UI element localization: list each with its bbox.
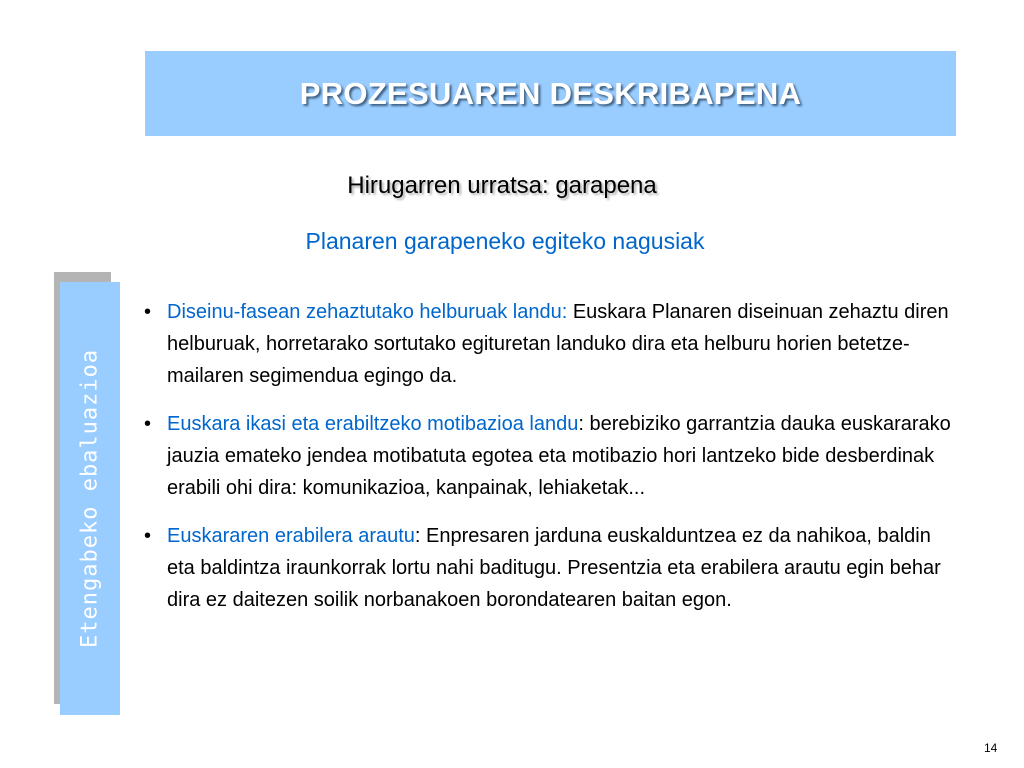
bullet-marker: • bbox=[144, 525, 152, 547]
bullet-item bbox=[144, 408, 959, 504]
bullet-key-phrase: Euskararen erabilera arautu bbox=[167, 525, 415, 547]
bullet-item bbox=[144, 520, 959, 616]
bullet-text: Euskara Planaren diseinuan zehaztu diren helburuak, horretarako sortutako egituretan landuko dira eta helburu horien betetze-mailaren segimendua egingo da. bbox=[167, 301, 949, 387]
page-number: 14 bbox=[984, 741, 998, 755]
title-banner bbox=[145, 51, 956, 136]
bullet-marker: • bbox=[144, 301, 152, 323]
bullet-separator: : bbox=[414, 525, 421, 547]
bullet-item bbox=[144, 296, 959, 392]
bullet-list bbox=[144, 296, 959, 632]
bullet-key-phrase: Diseinu-fasean zehaztutako helburuak landu bbox=[167, 301, 562, 323]
bullet-separator: : bbox=[561, 301, 568, 323]
bullet-text: berebiziko garrantzia dauka euskararako jauzia emateko jendea motibatuta egotea eta motibazio hori lantzeko bide desberdinak erabili ohi dira: komunikazioa, kanpainak, lehiaketak... bbox=[167, 413, 951, 499]
bullet-separator: : bbox=[578, 413, 584, 435]
bullet-key-phrase: Euskara ikasi eta erabiltzeko motibazioa landu bbox=[167, 413, 579, 435]
slide-title: PROZESUAREN DESKRIBAPENA bbox=[299, 75, 802, 111]
side-label: Etengabeko ebaluazioa bbox=[77, 348, 103, 649]
slide-subtitle: Hirugarren urratsa: garapena bbox=[347, 172, 657, 199]
bullet-marker: • bbox=[144, 413, 152, 435]
bullet-text: Enpresaren jarduna euskalduntzea ez da nahikoa, baldin eta baldintza iraunkorrak lortu nahi baditugu. Presentzia eta erabilera arautu egin behar dira ez daitezen soilik norbanakoen borondatearen baitan egon. bbox=[167, 525, 941, 611]
section-heading: Planaren garapeneko egiteko nagusiak bbox=[305, 228, 705, 254]
